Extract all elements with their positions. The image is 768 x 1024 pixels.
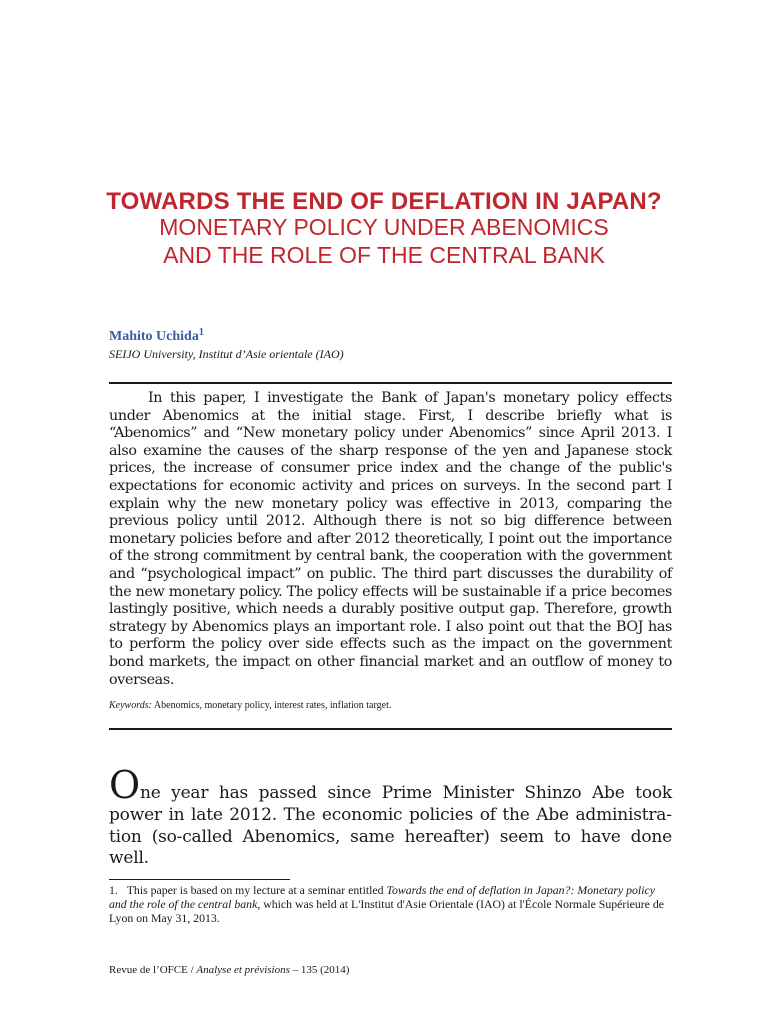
page-footer xyxy=(109,964,349,976)
keywords-label: Keywords: xyxy=(109,700,152,711)
keywords-values: Abenomics, monetary policy, interest rates, inflation target. xyxy=(151,700,392,711)
abstract-bottom-rule xyxy=(109,728,672,730)
body-paragraph xyxy=(109,763,672,870)
drop-cap: O xyxy=(109,763,140,807)
abstract-top-rule xyxy=(109,382,672,384)
paper-title: TOWARDS THE END OF DEFLATION IN JAPAN? xyxy=(106,188,662,215)
footer-issue: – 135 (2014) xyxy=(289,964,350,976)
body-text: ne year has passed since Prime Minister Shinzo Abe took power in late 2012. The economic policies of the Abe administration (so-called Abenomics, same hereafter) seem to have done well. xyxy=(109,783,672,869)
footnote-number: 1. xyxy=(109,883,118,897)
author-name-text: Mahito Uchida xyxy=(109,329,199,344)
abstract-text: In this paper, I investigate the Bank of Japan's monetary policy effects under Abenomics at the initial stage. First, I describe briefly what is “Abenomics” and “New monetary policy under Abenomics” since April 2013. I also examine the causes of the sharp response of the yen and Japanese stock prices, the increase of consumer price index and the change of the public's expectations for economic activity and prices on surveys. In the second part I explain why the new monetary policy was effective in 2013, comparing the previous policy until 2012. Although there is not so big difference between monetary policies before and after 2012 theoretically, I point out the importance of the strong commitment by central bank, the cooperation with the government and “psychological impact” on public. The third part discusses the durability of the new monetary policy. The policy effects will be sustainable if a price becomes lastingly positive, which needs a durably positive output gap. Therefore, growth strategy by Abenomics plays an important role. I also point out that the BOJ has to perform the policy over side effects such as the impact on the government bond markets, the impact on other financial market and an outflow of money to overseas. xyxy=(109,390,672,688)
keywords xyxy=(109,700,391,711)
author-name xyxy=(109,329,204,345)
abstract xyxy=(109,390,672,689)
footnote-text-1: This paper is based on my lecture at a seminar entitled xyxy=(126,883,387,897)
footnote-seminar-title: Towards the end of deflation in Japan?: Monetary policy and the role of the central bank xyxy=(109,883,655,911)
footnote-rule xyxy=(109,879,290,880)
footnote xyxy=(109,883,672,925)
footnote-text-2: , which was held at L'Institut d'Asie Orientale (IAO) at l'École Normale Supérieure de Lyon on May 31, 2013. xyxy=(109,897,664,925)
paper-subtitle-line-2: AND THE ROLE OF THE CENTRAL BANK xyxy=(163,242,605,268)
paper-subtitle-line-1: MONETARY POLICY UNDER ABENOMICS xyxy=(159,214,609,240)
author-affiliation: SEIJO University, Institut d’Asie orientale (IAO) xyxy=(109,347,344,361)
author-footnote-marker[interactable]: 1 xyxy=(198,327,204,338)
footer-series: Analyse et prévisions xyxy=(196,964,290,976)
footer-journal: Revue de l’OFCE / xyxy=(109,964,197,976)
